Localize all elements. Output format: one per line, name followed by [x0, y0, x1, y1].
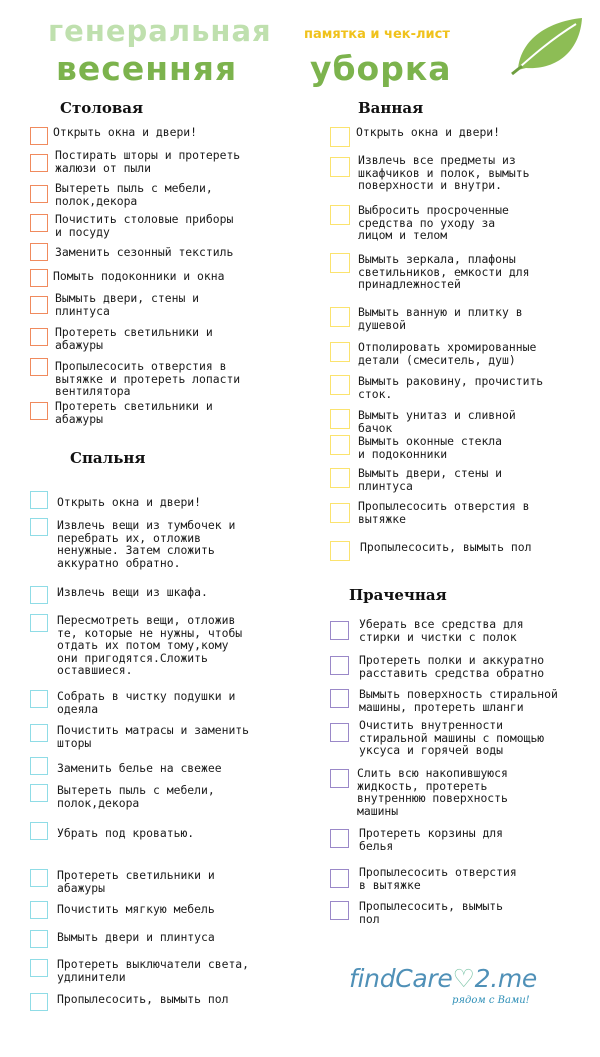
item-label: Протереть корзины для белья	[359, 826, 504, 853]
leaf-icon	[510, 14, 586, 76]
logo-tagline: рядом с Вами!	[452, 995, 530, 1006]
checkbox[interactable]	[30, 518, 48, 536]
checkbox[interactable]	[330, 435, 350, 455]
checkbox[interactable]	[30, 930, 48, 948]
item-label: Почистить столовые приборы и посуду	[55, 212, 234, 239]
checkbox[interactable]	[30, 243, 48, 261]
checkbox[interactable]	[330, 541, 350, 561]
section-title-bedroom: Спальня	[70, 449, 146, 467]
item-label: Вымыть зеркала, плафоны светильников, емкости для принадлежностей	[358, 252, 530, 292]
item-label: Открыть окна и двери!	[53, 125, 198, 139]
checkbox[interactable]	[30, 491, 48, 509]
item-label: Протереть выключатели света, удлинители	[57, 957, 250, 984]
checkbox[interactable]	[330, 205, 350, 225]
item-label: Вымыть оконные стекла и подоконники	[358, 434, 503, 461]
checkbox[interactable]	[30, 402, 48, 420]
checkbox[interactable]	[330, 656, 349, 675]
item-label: Помыть подоконники и окна	[53, 269, 225, 283]
item-label: Открыть окна и двери!	[57, 495, 202, 509]
checkbox[interactable]	[330, 157, 350, 177]
checkbox[interactable]	[30, 269, 48, 287]
checkbox[interactable]	[330, 869, 349, 888]
item-label: Извлечь все предметы из шкафчиков и полок, вымыть поверхности и внутри.	[358, 153, 530, 193]
checkbox[interactable]	[330, 307, 350, 327]
section-title-bathroom: Ванная	[358, 99, 424, 117]
item-label: Вымыть поверхность стиральной машины, протереть шланги	[359, 687, 558, 714]
item-label: Пересмотреть вещи, отложив те, которые не нужны, чтобы отдать их потом тому,кому они пригодятся.Сложить оставшиеся.	[57, 613, 243, 678]
title-line-1: генеральная	[48, 14, 272, 48]
checkbox[interactable]	[30, 690, 48, 708]
checkbox[interactable]	[30, 784, 48, 802]
checkbox[interactable]	[30, 296, 48, 314]
item-label: Извлечь вещи из тумбочек и перебрать их, отложив ненужные. Затем сложить аккуратно обратно.	[57, 518, 236, 570]
checkbox[interactable]	[30, 959, 48, 977]
checkbox[interactable]	[30, 328, 48, 346]
item-label: Вымыть ванную и плитку в душевой	[358, 305, 523, 332]
checkbox[interactable]	[30, 154, 48, 172]
logo-text-part2: 2.me	[474, 964, 538, 993]
item-label: Вымыть двери и плинтуса	[57, 930, 215, 944]
item-label: Протереть светильники и абажуры	[55, 399, 213, 426]
checkbox[interactable]	[330, 769, 349, 788]
title-line-2: весенняя	[56, 49, 238, 88]
checkbox[interactable]	[30, 185, 48, 203]
section-title-laundry: Прачечная	[349, 586, 447, 604]
checkbox[interactable]	[30, 214, 48, 232]
checkbox[interactable]	[330, 503, 350, 523]
subtitle: памятка и чек-лист	[304, 27, 450, 42]
checkbox[interactable]	[30, 586, 48, 604]
section-title-dining: Столовая	[60, 99, 144, 117]
item-label: Почистить мягкую мебель	[57, 902, 215, 916]
checkbox[interactable]	[30, 358, 48, 376]
checkbox[interactable]	[330, 689, 349, 708]
checkbox[interactable]	[330, 409, 350, 429]
checkbox[interactable]	[30, 869, 48, 887]
title-line-3: уборка	[310, 49, 452, 88]
checkbox[interactable]	[330, 621, 349, 640]
item-label: Собрать в чистку подушки и одеяла	[57, 689, 236, 716]
checkbox[interactable]	[330, 375, 350, 395]
item-label: Вымыть унитаз и сливной бачок	[358, 408, 516, 435]
item-label: Извлечь вещи из шкафа.	[57, 585, 208, 599]
item-label: Постирать шторы и протереть жалюзи от пыли	[55, 148, 241, 175]
item-label: Открыть окна и двери!	[356, 125, 501, 139]
findcare-logo[interactable]	[349, 964, 537, 993]
checkbox[interactable]	[330, 829, 349, 848]
checkbox[interactable]	[330, 127, 350, 147]
item-label: Пропылесосить, вымыть пол	[359, 899, 504, 926]
heart-icon: ♡	[452, 964, 475, 993]
item-label: Пропылесосить, вымыть пол	[360, 540, 532, 554]
checkbox[interactable]	[30, 901, 48, 919]
item-label: Заменить белье на свежее	[57, 761, 222, 775]
item-label: Пропылесосить отверстия в вытяжке и протереть лопасти вентилятора	[55, 359, 241, 399]
item-label: Вымыть двери, стены и плинтуса	[358, 466, 503, 493]
checkbox[interactable]	[330, 342, 350, 362]
logo-text-part1: findCare	[349, 964, 453, 993]
item-label: Выбросить просроченные средства по уходу за лицом и телом	[358, 203, 509, 243]
checkbox[interactable]	[330, 723, 349, 742]
item-label: Вытереть пыль с мебели, полок,декора	[55, 181, 213, 208]
item-label: Вымыть раковину, прочистить сток.	[358, 374, 544, 401]
checkbox[interactable]	[30, 757, 48, 775]
item-label: Вымыть двери, стены и плинтуса	[55, 291, 200, 318]
item-label: Пропылесосить, вымыть пол	[57, 992, 229, 1006]
item-label: Слить всю накопившуюся жидкость, протереть внутреннюю поверхность машины	[357, 766, 508, 818]
checkbox[interactable]	[330, 253, 350, 273]
item-label: Уберать все средства для стирки и чистки с полок	[359, 617, 524, 644]
item-label: Убрать под кроватью.	[57, 826, 195, 840]
checkbox[interactable]	[30, 614, 48, 632]
item-label: Отполировать хромированные детали (смеситель, душ)	[358, 340, 537, 367]
checkbox[interactable]	[30, 822, 48, 840]
item-label: Пропылесосить отверстия в вытяжке	[358, 499, 530, 526]
checkbox[interactable]	[30, 127, 48, 145]
item-label: Пропылесосить отверстия в вытяжке	[359, 865, 517, 892]
checkbox[interactable]	[330, 901, 349, 920]
checkbox[interactable]	[30, 993, 48, 1011]
item-label: Заменить сезонный текстиль	[55, 245, 234, 259]
item-label: Очистить внутренности стиральной машины с помощью уксуса и горячей воды	[359, 718, 545, 758]
checkbox[interactable]	[330, 468, 350, 488]
item-label: Почистить матрасы и заменить шторы	[57, 723, 250, 750]
item-label: Протереть светильники и абажуры	[57, 868, 215, 895]
item-label: Вытереть пыль с мебели, полок,декора	[57, 783, 215, 810]
item-label: Протереть полки и аккуратно расставить средства обратно	[359, 653, 545, 680]
item-label: Протереть светильники и абажуры	[55, 325, 213, 352]
checkbox[interactable]	[30, 724, 48, 742]
